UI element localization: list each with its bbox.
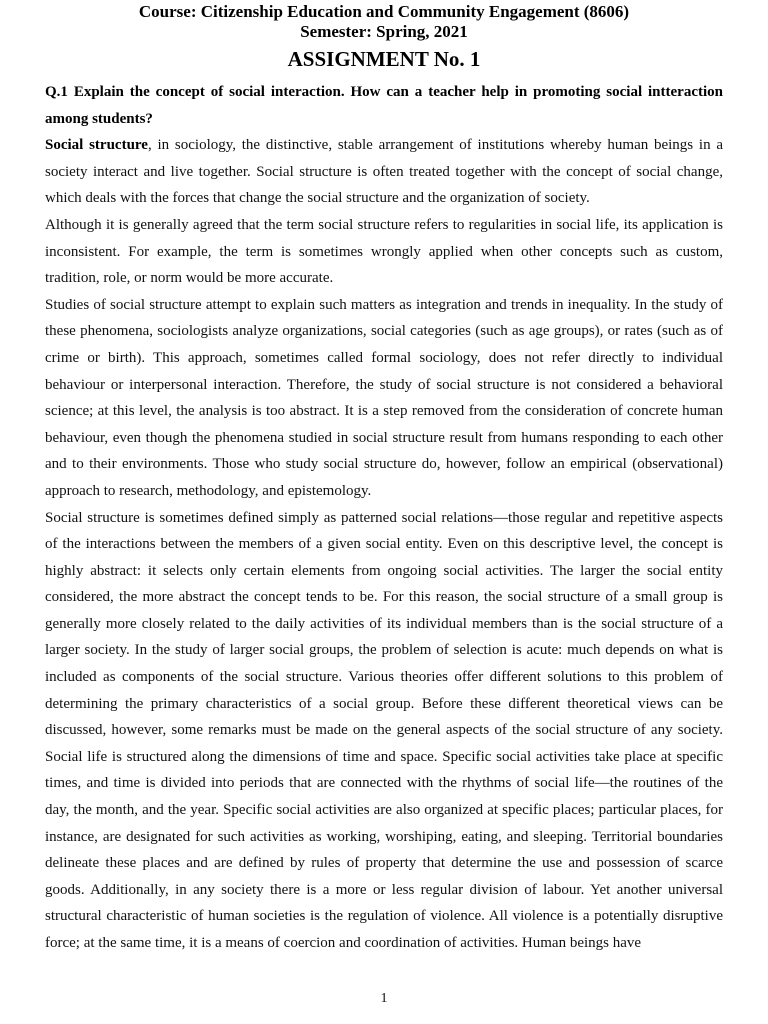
question-text: Q.1 Explain the concept of social interaction. How can a teacher help in promoting social intteraction among students? (45, 84, 723, 127)
lead-term: Social structure (45, 137, 148, 154)
paragraph-patterned-relations: Social structure is sometimes defined simply as patterned social relations—those regular and repetitive aspects of the interactions between the members of a given social entity. Even on this descriptive level, the concept is highly abstract: it selects only certain elements from ongoing social activities. The larger the social entity considered, the more abstract the concept tends to be. For this reason, the social structure of a small group is generally more closely related to the daily activities of its individual members than is the social structure of a larger society. In the study of larger social groups, the problem of selection is acute: much depends on what is included as components of the social structure. Various theories offer different solutions to this problem of determining the primary characteristics of a social group. Before these different theoretical views can be discussed, however, some remarks must be made on the general aspects of the social structure of any society. Social life is structured along the dimensions of time and space. Specific social activities take place at specific times, and time is divided into periods that are connected with the rhythms of social life—the routines of the day, the month, and the year. Specific social activities are also organized at specific places; particular places, for instance, are designated for such activities as working, worshiping, eating, and sleeping. Territorial boundaries delineate these places and are defined by rules of property that determine the use and possession of scarce goods. Additionally, in any society there is a more or less regular division of labour. Yet another universal structural characteristic of human societies is the regulation of violence. All violence is a potentially disruptive force; at the same time, it is a means of coercion and coordination of activities. Human beings have (45, 509, 723, 951)
paragraph-text: , in sociology, the distinctive, stable arrangement of institutions whereby human beings in a society interact and live together. Social structure is often treated together with the concept of social change, which deals with the forces that change the social structure and the organization of society. (45, 137, 723, 207)
assignment-heading: ASSIGNMENT No. 1 (287, 47, 481, 71)
semester-line: Semester: Spring, 2021 (300, 22, 468, 41)
document-body (45, 79, 723, 957)
page-number: 1 (380, 991, 388, 1006)
paragraph-application: Although it is generally agreed that the term social structure refers to regularities in social life, its application is inconsistent. For example, the term is sometimes wrongly applied when other concepts such as custom, tradition, role, or norm would be more accurate. (45, 216, 723, 287)
course-title: Course: Citizenship Education and Community Engagement (8606) (138, 2, 630, 21)
paragraph-studies: Studies of social structure attempt to explain such matters as integration and trends in inequality. In the study of these phenomena, sociologists analyze organizations, social categories (such as age groups), or rates (such as of crime or birth). This approach, sometimes called formal sociology, does not refer directly to individual behaviour or interpersonal interaction. Therefore, the study of social structure is not considered a behavioral science; at this level, the analysis is too abstract. It is a step removed from the consideration of concrete human behaviour, even though the phenomena studied in social structure result from humans responding to each other and to their environments. Those who study social structure do, however, follow an empirical (observational) approach to research, methodology, and epistemology. (45, 296, 723, 499)
paragraph-social-structure-definition (45, 132, 723, 212)
